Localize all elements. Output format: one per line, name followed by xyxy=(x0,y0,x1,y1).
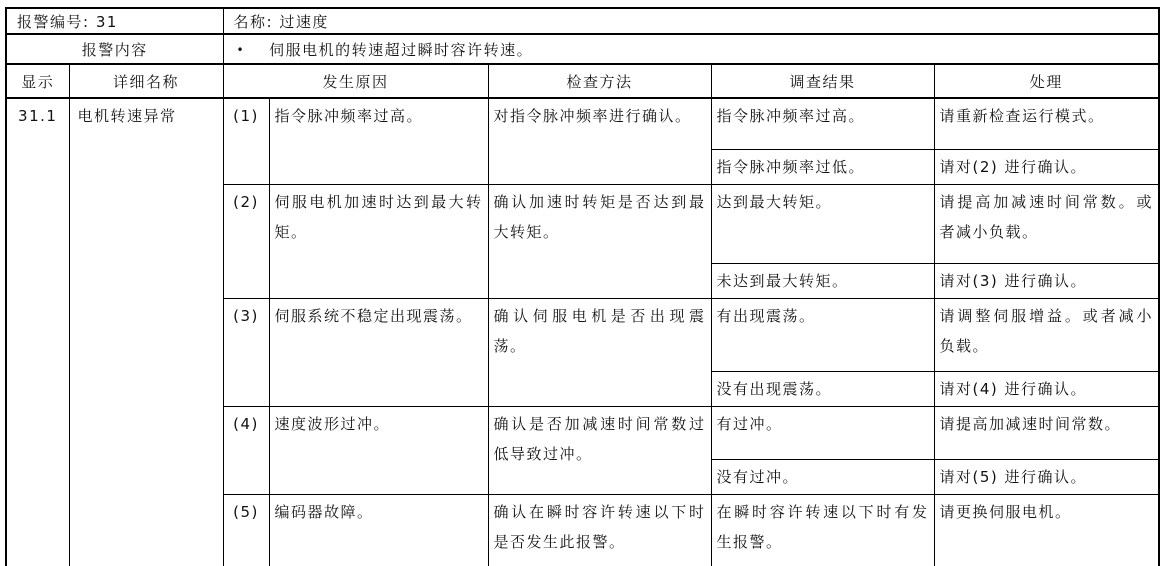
result-text: 没有过冲。 xyxy=(711,459,934,494)
handle-text: 请更换伺服电机。 xyxy=(934,494,1159,566)
result-text: 在瞬时容许转速以下时有发生报警。 xyxy=(711,494,934,566)
alarm-troubleshooting-table xyxy=(5,7,1160,566)
column-header-display: 显示 xyxy=(6,64,69,98)
alarm-number-cell: 报警编号: 31 xyxy=(6,8,223,34)
handle-text: 请重新检查运行模式。 xyxy=(934,98,1159,149)
check-method: 对指令脉冲频率进行确认。 xyxy=(488,98,711,184)
result-text: 没有出现震荡。 xyxy=(711,371,934,406)
check-method: 确认是否加减速时间常数过低导致过冲。 xyxy=(488,406,711,494)
cause-number: (5) xyxy=(223,494,269,566)
cause-text: 指令脉冲频率过高。 xyxy=(269,98,488,184)
cause-text: 伺服电机加速时达到最大转矩。 xyxy=(269,184,488,298)
display-value: 31.1 xyxy=(6,98,69,566)
alarm-content-cell xyxy=(223,34,1159,64)
cause-number: (3) xyxy=(223,298,269,406)
alarm-name-cell: 名称: 过速度 xyxy=(223,8,1159,34)
cause-number: (2) xyxy=(223,184,269,298)
column-header-row xyxy=(6,64,1159,98)
handle-text: 请提高加减速时间常数。 xyxy=(934,406,1159,459)
check-method: 确认在瞬时容许转速以下时是否发生此报警。 xyxy=(488,494,711,566)
result-text: 有出现震荡。 xyxy=(711,298,934,371)
column-header-detail: 详细名称 xyxy=(69,64,223,98)
column-header-result: 调查结果 xyxy=(711,64,934,98)
bullet-icon: • xyxy=(236,42,246,57)
cause-text: 编码器故障。 xyxy=(269,494,488,566)
table-row xyxy=(6,98,1159,149)
title-row xyxy=(6,8,1159,34)
column-header-handle: 处理 xyxy=(934,64,1159,98)
cause-number: (4) xyxy=(223,406,269,494)
cause-text: 速度波形过冲。 xyxy=(269,406,488,494)
result-text: 未达到最大转矩。 xyxy=(711,263,934,298)
column-header-cause: 发生原因 xyxy=(223,64,488,98)
alarm-content-label: 报警内容 xyxy=(6,34,223,64)
handle-text: 请对(4) 进行确认。 xyxy=(934,371,1159,406)
handle-text: 请对(5) 进行确认。 xyxy=(934,459,1159,494)
column-header-check: 检查方法 xyxy=(488,64,711,98)
alarm-content-text: 伺服电机的转速超过瞬时容许转速。 xyxy=(269,40,534,59)
result-text: 指令脉冲频率过高。 xyxy=(711,98,934,149)
cause-text: 伺服系统不稳定出现震荡。 xyxy=(269,298,488,406)
handle-text: 请提高加减速时间常数。或者减小负载。 xyxy=(934,184,1159,263)
check-method: 确认伺服电机是否出现震荡。 xyxy=(488,298,711,406)
result-text: 指令脉冲频率过低。 xyxy=(711,149,934,184)
result-text: 有过冲。 xyxy=(711,406,934,459)
result-text: 达到最大转矩。 xyxy=(711,184,934,263)
alarm-content-row xyxy=(6,34,1159,64)
cause-number: (1) xyxy=(223,98,269,184)
check-method: 确认加速时转矩是否达到最大转矩。 xyxy=(488,184,711,298)
detail-name-value: 电机转速异常 xyxy=(69,98,223,566)
handle-text: 请对(3) 进行确认。 xyxy=(934,263,1159,298)
handle-text: 请对(2) 进行确认。 xyxy=(934,149,1159,184)
handle-text: 请调整伺服增益。或者减小负载。 xyxy=(934,298,1159,371)
